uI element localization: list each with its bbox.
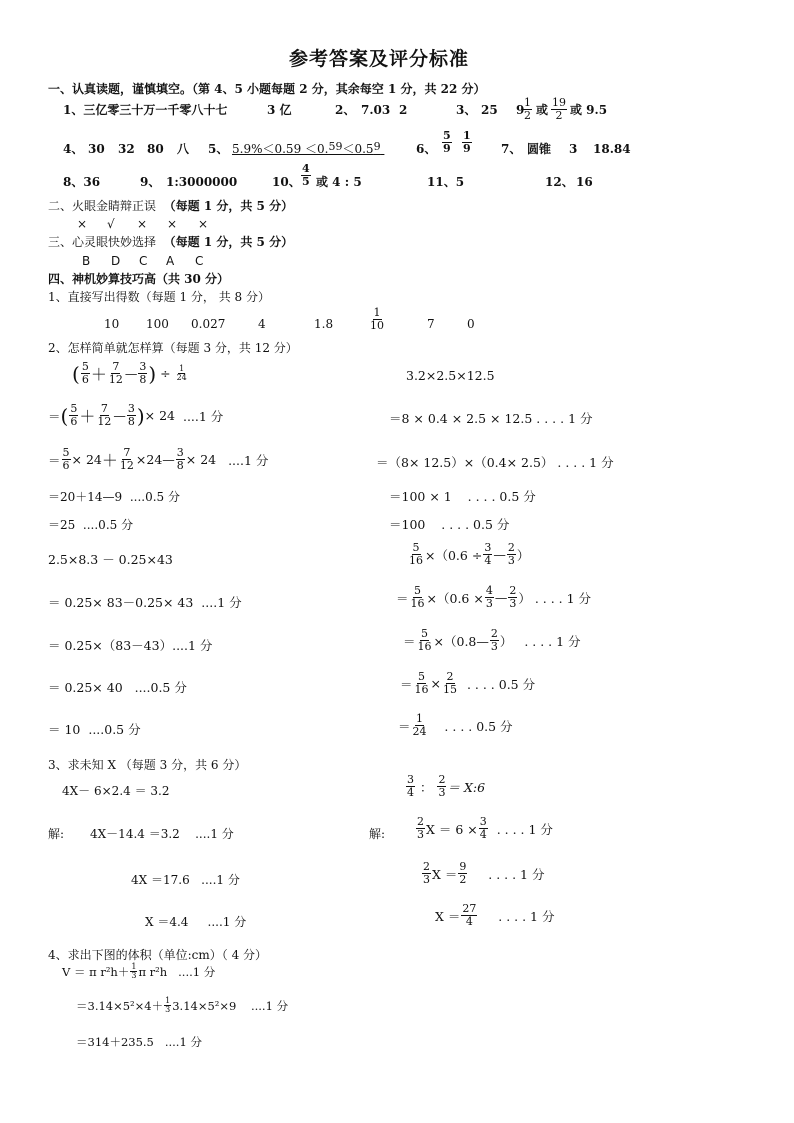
answer-11: 11、5 (427, 175, 465, 189)
tf-answer-2: √ (107, 217, 115, 231)
q1-answer-7: 7 (427, 317, 435, 331)
q2-p4-step-1: ＝ $\frac{5}{16}$ ×（0.6 × $\frac{4}{3}$ — $\frac{2}{3}$ ） . . . . 1 分 (396, 584, 592, 610)
choice-answer-2: D (111, 254, 121, 268)
q1-answer-4: 4 (258, 317, 266, 331)
q2-p1-step-3: ＝20＋14—9 ....0.5 分 (48, 490, 180, 504)
answer-4-a: 30 (88, 142, 105, 156)
tf-answer-5: × (198, 217, 209, 231)
q3-p1-step-3: X ＝4.4 ....1 分 (145, 915, 247, 929)
answer-7-b: 3 (569, 142, 578, 156)
q2-p3-step-3: ＝ 0.25× 40 ....0.5 分 (48, 680, 187, 695)
q1-answer-3: 0.027 (191, 317, 226, 331)
q1-answer-8: 0 (467, 317, 475, 331)
q2-p2-step-4: ＝100 . . . . 0.5 分 (389, 517, 510, 532)
answer-9-label: 9、 (140, 175, 161, 189)
section-1-heading: 一、认真读题，谨慎填空。（第 4、5 小题每题 2 分，其余每空 1 分，共 22 分） (48, 82, 486, 96)
answer-1: 1、三亿零三十万一千零八十七 (63, 103, 228, 117)
q2-p2-expr: 3.2×2.5×12.5 (406, 368, 495, 383)
answer-4-b: 32 (118, 142, 135, 156)
q2-p1-step-2: ＝ $\frac{5}{6}$ × 24 ＋ $\frac{7}{12}$ × 24 — $\frac{3}{8}$ × 24 ....1 分 (48, 446, 269, 472)
q3-p1-step-1: 4X－14.4 ＝3.2 ....1 分 (90, 827, 234, 841)
answer-6-frac-1: $\frac{5}{9}$ (443, 129, 451, 155)
section-2-heading: 二、火眼金睛辩正误 （每题 1 分，共 5 分） (48, 199, 294, 213)
answer-10-b: 或 4 : 5 (316, 175, 362, 189)
q1-answer-6: $\frac{1}{10}$ (370, 306, 384, 332)
q2-p2-step-2: ＝（8× 12.5）×（0.4× 2.5） . . . . 1 分 (376, 455, 614, 470)
answer-7-c: 18.84 (593, 142, 631, 156)
answer-3-frac-1: $\frac{1}{2}$ (524, 96, 531, 122)
answer-4-c: 80 (147, 142, 164, 156)
answer-5-label: 5、 (208, 142, 229, 156)
answer-3-c: 或 9.5 (570, 103, 608, 117)
answer-3-frac-2: $\frac{19}{2}$ (552, 96, 566, 122)
choice-answer-3: C (139, 254, 148, 268)
answer-3-label: 3、 (456, 103, 477, 117)
answer-6-label: 6、 (416, 142, 437, 156)
answer-6-frac-2: $\frac{1}{9}$ (463, 129, 471, 155)
q1-answer-2: 100 (146, 317, 169, 331)
choice-answer-5: C (195, 254, 204, 268)
q3-p2-solve-label: 解: (369, 827, 386, 841)
answer-9: 1:3000000 (166, 175, 238, 189)
answer-2-b: 2 (399, 103, 408, 117)
answer-12-label: 12、 (545, 175, 574, 189)
answer-10-frac: $\frac{4}{5}$ (302, 162, 310, 188)
answer-8: 8、36 (63, 175, 101, 189)
q3-p2-expr: $\frac{3}{4}$ ： $\frac{2}{3}$ ＝ X:6 (407, 773, 486, 799)
q2-p4-step-2: ＝ $\frac{5}{16}$ ×（0.8— $\frac{2}{3}$ ） . . . . 1 分 (403, 627, 581, 653)
q2-p2-step-1: ＝8 × 0.4 × 2.5 × 12.5 . . . . 1 分 (389, 411, 593, 426)
choice-answer-1: B (82, 254, 91, 268)
q4-step-1: ＝3.14×5²×4＋ $\frac{1}{3}$ 3.14×5²×9 ....1 分 (76, 996, 289, 1014)
answer-4-d: 八 (177, 142, 190, 156)
answer-3-a: 25 (481, 103, 498, 117)
answer-10-label: 10、 (272, 175, 301, 189)
q2-p3-step-4: ＝ 10 ....0.5 分 (48, 722, 141, 737)
answer-7-label: 7、 (501, 142, 522, 156)
q2-p1-step-1: ＝ ( $\frac{5}{6}$ ＋ $\frac{7}{12}$ — $\frac{3}{8}$ ) × 24 ....1 分 (48, 402, 224, 428)
section-3-heading: 三、心灵眼快妙选择 （每题 1 分，共 5 分） (48, 235, 294, 249)
q1-answer-1: 10 (104, 317, 120, 331)
q2-p4-expr: $\frac{5}{16}$ ×（0.6 ÷ $\frac{3}{4}$ — $\frac{2}{3}$ ） (409, 541, 530, 567)
answer-4-label: 4、 (63, 142, 84, 156)
q2-p3-step-2: ＝ 0.25×（83－43）....1 分 (48, 638, 213, 653)
q3-p2-step-2: $\frac{2}{3}$ X ＝ $\frac{9}{2}$ . . . . 1 分 (423, 860, 545, 886)
choice-answer-4: A (166, 254, 175, 268)
q3-p1-expr: 4X－ 6×2.4 ＝ 3.2 (62, 784, 170, 798)
q3-heading: 3、求未知 X （每题 3 分，共 6 分） (48, 758, 247, 772)
answer-3-or: 或 (536, 103, 549, 117)
q2-p2-step-3: ＝100 × 1 . . . . 0.5 分 (389, 489, 536, 504)
q1-heading: 1、直接写出得数（每题 1 分， 共 8 分） (48, 290, 270, 304)
q4-step-2: ＝314＋235.5 ....1 分 (76, 1035, 202, 1049)
q2-p1-step-4: ＝25 ....0.5 分 (48, 518, 134, 532)
answer-7-a: 圆锥 (527, 142, 552, 156)
q2-p1-expr: ( $\frac{5}{6}$ ＋ $\frac{7}{12}$ — $\frac{3}{8}$ ) ÷ $\frac{1}{24}$ (72, 360, 187, 386)
answer-12: 16 (576, 175, 593, 189)
page-title: 参考答案及评分标准 (289, 48, 470, 70)
q1-answer-5: 1.8 (314, 317, 334, 331)
q2-p3-expr: 2.5×8.3 － 0.25×43 (48, 552, 173, 567)
q3-p2-step-3: X ＝ $\frac{27}{4}$ . . . . 1 分 (435, 902, 555, 928)
section-4-heading: 四、神机妙算技巧高（共 30 分） (48, 272, 230, 286)
q3-p2-step-1: $\frac{2}{3}$ X ＝ 6 × $\frac{3}{4}$ . . . . 1 分 (417, 815, 553, 841)
q2-p3-step-1: ＝ 0.25× 83－0.25× 43 ....1 分 (48, 595, 242, 610)
answer-2-a: 7.03 (361, 103, 391, 117)
q3-p1-solve-label: 解: (48, 827, 65, 841)
answer-1-b: 3 亿 (267, 103, 292, 117)
tf-answer-1: × (77, 217, 88, 231)
q2-heading: 2、怎样简单就怎样算（每题 3 分，共 12 分） (48, 341, 298, 355)
answer-3-whole: 9 (516, 103, 525, 117)
tf-answer-3: × (137, 217, 148, 231)
answer-2-label: 2、 (335, 103, 356, 117)
answer-5-a: 5.9%＜0.59 ＜0.59＜0.59 (232, 140, 381, 156)
q3-p1-step-2: 4X ＝17.6 ....1 分 (131, 873, 240, 887)
q4-heading: 4、求出下图的体积（单位:cm）（ 4 分） (48, 948, 268, 962)
q4-formula: V ＝ π r²h＋ $\frac{1}{3}$ π r²h ....1 分 (62, 962, 216, 980)
tf-answer-4: × (167, 217, 178, 231)
q2-p4-step-3: ＝ $\frac{5}{16}$ × $\frac{2}{15}$ . . . . 0.5 分 (400, 670, 536, 696)
q2-p4-step-4: ＝ $\frac{1}{24}$ . . . . 0.5 分 (398, 712, 513, 738)
